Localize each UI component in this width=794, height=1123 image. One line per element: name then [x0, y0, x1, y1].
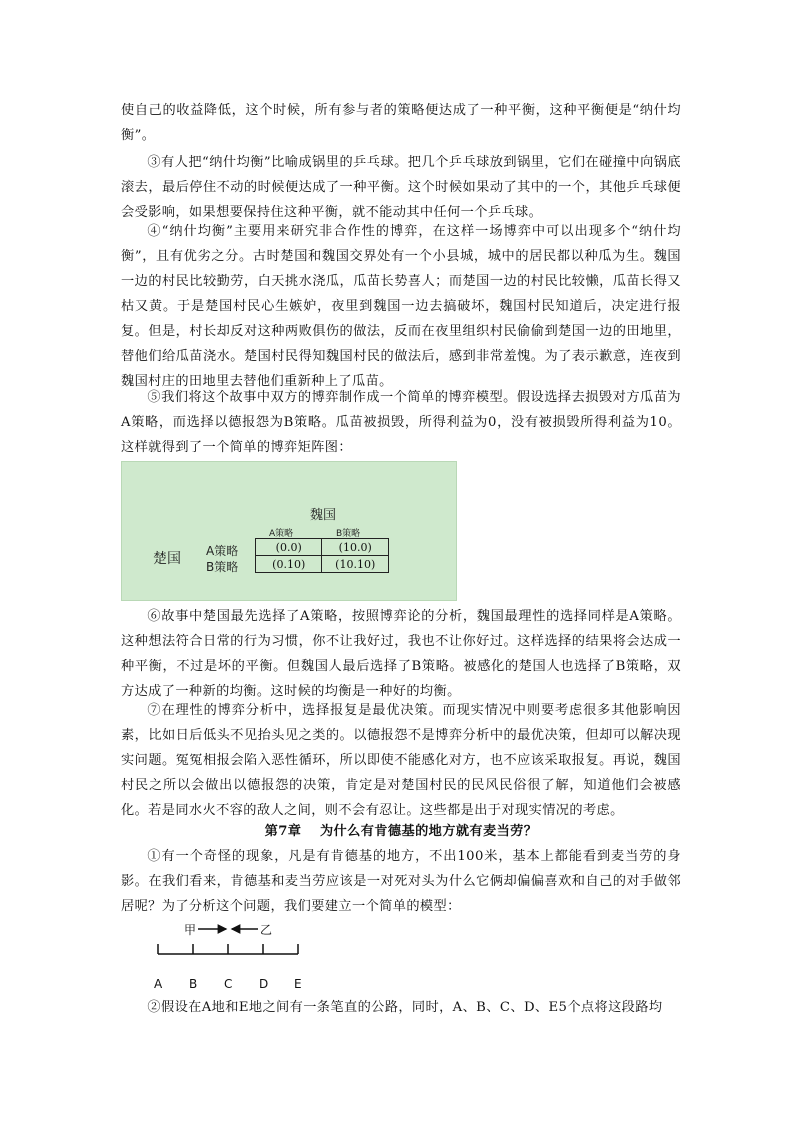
paragraph-chapter7-intro: ①有一个奇怪的现象，凡是有肯德基的地方，不出100米，基本上都能看到麦当劳的身影。在我们看来，肯德基和麦当劳应该是一对死对头为什么它俩却偏偏喜欢和自己的对手做邻居呢？为了分析这个问题，我们要建立一个简单的模型：: [121, 849, 681, 914]
point-label-c: C: [224, 977, 233, 991]
matrix-col-label-b: B策略: [336, 529, 361, 539]
payoff-row: [256, 556, 389, 573]
point-label-a: A: [154, 977, 163, 991]
point-label-e: E: [294, 977, 302, 991]
chapter-heading: 第7章 为什么有肯德基的地方就有麦当劳？: [264, 824, 538, 839]
matrix-col-label-a: A策略: [269, 529, 294, 539]
payoff-cell: (10.0): [322, 539, 389, 556]
player-jia-label: 甲: [184, 923, 197, 937]
road-diagram: [150, 918, 310, 992]
payoff-cell: (0.10): [256, 556, 322, 573]
paragraph-6-outcome: ⑥故事中楚国最先选择了A策略，按照博弈论的分析，魏国最理性的选择同样是A策略。这种想法符合日常的行为习惯，你不让我好过，我也不让你好过。这样选择的结果将会达成一种平衡，不过是坏的平衡。但魏国人最后选择了B策略。被感化的楚国人也选择了B策略，双方达成了一种新的均衡。这时候的均衡是一种好的均衡。: [121, 609, 681, 699]
payoff-table: [255, 538, 389, 573]
payoff-row: [256, 539, 389, 556]
player-yi-label: 乙: [260, 923, 273, 937]
payoff-cell: (10.10): [322, 556, 389, 573]
matrix-row-player: 楚国: [153, 551, 181, 567]
paragraph-nash-definition-end: 使自己的收益降低，这个时候，所有参与者的策略便达成了一种平衡，这种平衡便是“纳什均衡”。: [121, 103, 681, 143]
paragraph-chapter7-2: ②假设在A地和E地之间有一条笔直的公路，同时，A、B、C、D、E5个点将这段路均: [147, 1000, 663, 1015]
paragraph-3-pingpong: ③有人把“纳什均衡”比喻成锅里的乒乓球。把几个乒乓球放到锅里，它们在碰撞中向锅底滚去，最后停住不动的时候便达成了一种平衡。这个时候如果动了其中的一个，其他乒乓球便会受影响，如果想要保持住这种平衡，就不能动其中任何一个乒乓球。: [121, 155, 681, 220]
paragraph-4-melon-story: ④“纳什均衡”主要用来研究非合作性的博弈，在这样一场博弈中可以出现多个“纳什均衡”，且有优劣之分。古时楚国和魏国交界处有一个小县城，城中的居民都以种瓜为生。魏国一边的村民比较勤劳，白天挑水浇瓜，瓜苗长势喜人；而楚国一边的村民比较懒，瓜苗长得又枯又黄。于是楚国村民心生嫉妒，夜里到魏国一边去搞破坏，魏国村民知道后，决定进行报复。但是，村长却反对这种两败俱伤的做法，反而在夜里组织村民偷偷到楚国一边的田地里，替他们给瓜苗浇水。楚国村民得知魏国村民的做法后，感到非常羞愧。为了表示歉意，连夜到魏国村庄的田地里去替他们重新种上了瓜苗。: [121, 224, 681, 389]
game-matrix-figure: [121, 461, 457, 601]
paragraph-7-reality: ⑦在理性的博弈分析中，选择报复是最优决策。而现实情况中则要考虑很多其他影响因素，比如日后低头不见抬头见之类的。以德报怨不是博弈分析中的最优决策，但却可以解决现实问题。冤冤相报会陷入恶性循环，所以即使不能感化对方，也不应该采取报复。再说，魏国村民之所以会做出以德报怨的决策，肯定是对楚国村民的民风民俗很了解，知道他们会被感化。若是同水火不容的敌人之间，则不会有忍让。这些都是出于对现实情况的考虑。: [121, 703, 681, 818]
matrix-column-player: 魏国: [310, 508, 337, 523]
matrix-row-label-a: A策略: [206, 544, 239, 558]
point-label-b: B: [189, 977, 198, 991]
matrix-row-label-b: B策略: [206, 560, 239, 574]
point-label-d: D: [259, 977, 269, 991]
paragraph-5-model: ⑤我们将这个故事中双方的博弈制作成一个简单的博弈模型。假设选择去损毁对方瓜苗为A策略，而选择以德报怨为B策略。瓜苗被损毁，所得利益为0，没有被损毁所得利益为10。这样就得到了一个简单的博弈矩阵图：: [121, 390, 681, 455]
payoff-cell: (0.0): [256, 539, 322, 556]
